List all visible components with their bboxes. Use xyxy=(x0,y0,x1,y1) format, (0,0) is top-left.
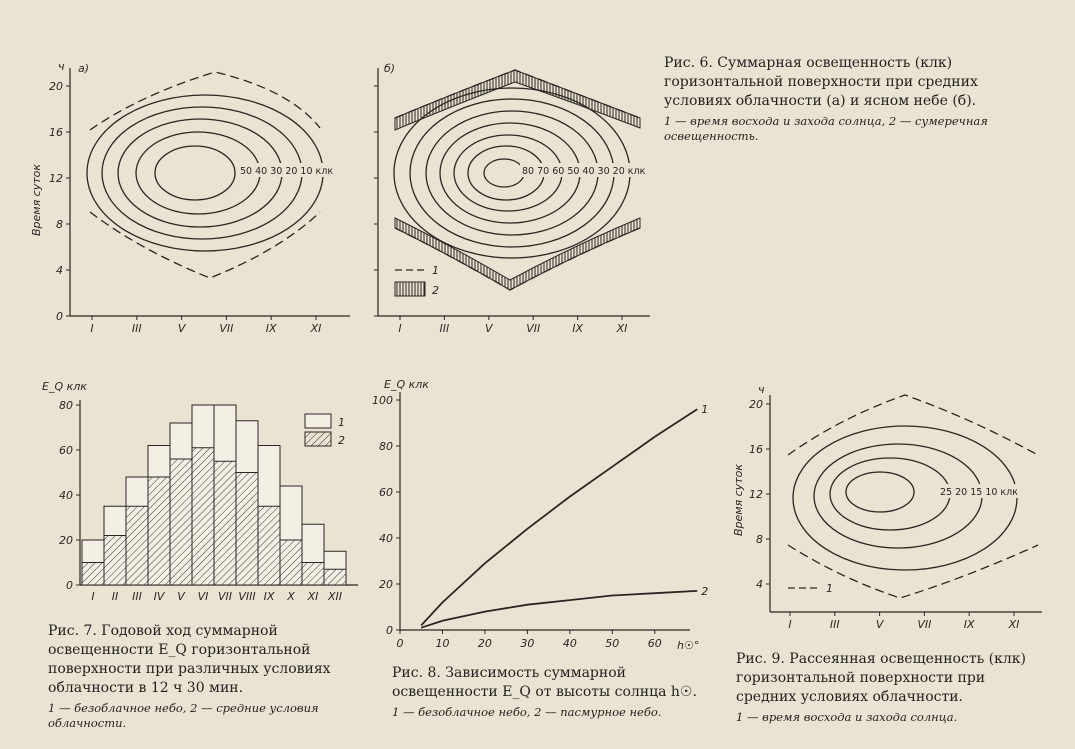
fig7-xtick-label: VIII xyxy=(238,590,256,603)
fig7-ytick-label: 40 xyxy=(59,489,73,502)
fig9-y-ticks xyxy=(749,398,770,591)
fig9-ytick-label: 8 xyxy=(756,533,763,546)
fig9-caption-block xyxy=(736,650,1036,725)
fig9-xtick-label: V xyxy=(875,618,884,631)
fig7-legend-1-swatch xyxy=(305,414,331,428)
fig6-caption-block xyxy=(664,54,1044,144)
fig8-ytick-label: 100 xyxy=(372,394,393,407)
fig7-xtick-label: III xyxy=(132,590,142,603)
fig8-series-2-line xyxy=(421,591,697,628)
fig7-ytick-label: 20 xyxy=(59,534,73,547)
fig7-bar-average-cloud xyxy=(148,477,170,585)
fig6b-xtick-label: XI xyxy=(616,322,628,335)
fig7-ytick-label: 60 xyxy=(59,444,73,457)
fig8-y-label: E_Q клк xyxy=(384,378,429,391)
fig8-note: 1 — безоблачное небо, 2 — пасмурное небо. xyxy=(392,705,662,719)
fig6b-xtick-label: III xyxy=(439,322,450,335)
fig6b-contour-80 xyxy=(484,159,524,187)
fig6b-xtick-label: VII xyxy=(526,322,541,335)
fig9-note: 1 — время восхода и захода солнца. xyxy=(736,710,958,724)
fig8-caption: Рис. 8. Зависимость суммарной освещенности E_Q от высоты солнца h☉. xyxy=(392,665,697,700)
fig7-bar-average-cloud xyxy=(324,569,346,585)
fig9-contour-25 xyxy=(846,472,914,512)
fig8-ytick-label: 80 xyxy=(379,440,393,453)
fig7-bar-average-cloud xyxy=(192,448,214,585)
fig6b-legend-2-label: 2 xyxy=(432,284,439,297)
fig6a-xtick-label: IX xyxy=(265,322,277,335)
fig7-legend-1-label: 1 xyxy=(338,416,345,429)
fig8-series-2-label: 2 xyxy=(701,584,709,598)
fig7-bar-average-cloud xyxy=(280,540,302,585)
fig8-y-ticks xyxy=(372,394,400,637)
fig6a-contour-50 xyxy=(155,146,235,200)
fig7-xtick-label: IV xyxy=(153,590,165,603)
fig6a-contour-labels: 50 40 30 20 10 клк xyxy=(240,166,334,177)
fig6a-ytick-label: 20 xyxy=(49,80,63,93)
fig6a-xtick-label: XI xyxy=(310,322,322,335)
fig9-sunset-curve xyxy=(788,395,1038,455)
fig7-caption-block xyxy=(48,622,358,731)
fig6a-xtick-label: V xyxy=(177,322,186,335)
fig7-y-label: E_Q клк xyxy=(42,380,87,393)
fig7-bar-average-cloud xyxy=(214,461,236,585)
fig6b-x-ticks xyxy=(398,316,627,335)
fig7-xtick-label: V xyxy=(177,590,185,603)
fig7-x-ticks xyxy=(91,590,342,603)
fig6a-sunset-curve xyxy=(90,72,320,130)
fig6b-chart xyxy=(374,62,650,335)
fig7-xtick-label: XII xyxy=(327,590,343,603)
fig9-xtick-label: IX xyxy=(963,618,975,631)
fig7-xtick-label: VI xyxy=(197,590,209,603)
fig6a-chart xyxy=(30,60,350,335)
fig7-legend-2-label: 2 xyxy=(338,434,345,447)
fig8-xtick-label: 10 xyxy=(435,637,450,650)
fig8-chart xyxy=(372,378,708,652)
fig6a-xtick-label: I xyxy=(90,322,94,335)
fig8-xtick-label: 30 xyxy=(520,637,535,650)
fig6a-ytick-label: 0 xyxy=(56,310,63,323)
fig9-xtick-label: VII xyxy=(917,618,932,631)
fig7-ytick-label: 0 xyxy=(66,579,73,592)
fig7-xtick-label: IX xyxy=(263,590,275,603)
fig7-bar-average-cloud xyxy=(258,506,280,585)
fig6a-panel-label: а) xyxy=(78,62,90,75)
fig7-bar-average-cloud xyxy=(236,473,258,586)
fig8-x-label: h☉° xyxy=(677,639,700,652)
fig6b-xtick-label: I xyxy=(398,322,402,335)
fig8-series-1-label: 1 xyxy=(701,403,709,417)
fig6a-ytick-label: 16 xyxy=(49,126,63,139)
fig7-ytick-label: 80 xyxy=(59,399,73,412)
fig9-legend-1-label: 1 xyxy=(826,582,833,595)
fig9-ytick-label: 12 xyxy=(749,488,763,501)
fig7-note: 1 — безоблачное небо, 2 — средние условия облачности. xyxy=(48,701,319,730)
fig8-ytick-label: 40 xyxy=(379,532,393,545)
fig6-caption: Рис. 6. Суммарная освещенность (клк) горизонтальной поверхности при средних условиях облачности (а) и ясном небе (б). xyxy=(664,55,978,109)
fig9-xtick-label: XI xyxy=(1008,618,1020,631)
fig6b-legend-2-swatch xyxy=(395,282,425,296)
fig8-ytick-label: 20 xyxy=(379,578,393,591)
fig7-xtick-label: VII xyxy=(217,590,233,603)
fig6b-panel-label: б) xyxy=(384,62,396,75)
fig7-bar-average-cloud xyxy=(302,563,324,586)
fig8-caption-block xyxy=(392,664,702,720)
fig6a-ytick-label: 8 xyxy=(56,218,63,231)
fig7-xtick-label: X xyxy=(287,590,295,603)
fig8-xtick-label: 60 xyxy=(647,637,662,650)
fig7-xtick-label: I xyxy=(91,590,95,603)
fig9-contour-labels: 25 20 15 10 клк xyxy=(940,487,1018,498)
fig7-bar-average-cloud xyxy=(104,536,126,586)
fig8-xtick-label: 20 xyxy=(477,637,492,650)
fig7-bar-average-cloud xyxy=(82,563,104,586)
fig6a-xtick-label: VII xyxy=(219,322,234,335)
fig9-ytick-label: 4 xyxy=(756,578,763,591)
fig7-legend-2-swatch xyxy=(305,432,331,446)
fig7-xtick-label: XI xyxy=(307,590,319,603)
fig8-series xyxy=(421,403,708,628)
fig7-chart xyxy=(42,380,358,603)
fig7-bar-average-cloud xyxy=(170,459,192,585)
fig8-ytick-label: 60 xyxy=(379,486,393,499)
fig9-contour-20 xyxy=(830,458,950,530)
fig6b-twilight-band-evening xyxy=(395,70,640,130)
fig6b-xtick-label: IX xyxy=(572,322,583,335)
fig6a-xtick-label: III xyxy=(131,322,142,335)
fig6b-twilight-band-morning xyxy=(395,218,640,290)
fig6a-y-unit: ч xyxy=(58,60,65,73)
fig6a-ytick-label: 4 xyxy=(56,264,63,277)
fig9-ytick-label: 16 xyxy=(749,443,763,456)
fig9-chart xyxy=(732,383,1042,631)
fig9-y-unit: ч xyxy=(758,383,765,396)
fig6b-legend-1-label: 1 xyxy=(432,264,439,277)
fig8-ytick-label: 0 xyxy=(386,624,393,637)
fig6a-ytick-label: 12 xyxy=(49,172,63,185)
fig6-note: 1 — время восхода и захода солнца, 2 — сумеречная освещенность. xyxy=(664,114,988,143)
fig6a-sunrise-curve xyxy=(90,212,320,278)
fig8-xtick-label: 0 xyxy=(396,637,404,650)
fig7-bar-average-cloud xyxy=(126,506,148,585)
fig9-xtick-label: III xyxy=(829,618,840,631)
fig8-xtick-label: 50 xyxy=(605,637,620,650)
fig7-caption: Рис. 7. Годовой ход суммарной освещенности E_Q горизонтальной поверхности при различных условиях облачности в 12 ч 30 мин. xyxy=(48,623,331,696)
fig6b-xtick-label: V xyxy=(485,322,493,335)
fig7-xtick-label: II xyxy=(111,590,119,603)
fig6b-contour-labels: 80 70 60 50 40 30 20 клк xyxy=(522,166,646,177)
fig9-x-ticks xyxy=(788,612,1019,631)
fig9-xtick-label: I xyxy=(788,618,792,631)
fig9-ytick-label: 20 xyxy=(749,398,763,411)
fig6a-y-label: Время суток xyxy=(30,163,43,237)
fig7-y-ticks xyxy=(59,399,80,592)
fig8-x-ticks xyxy=(397,630,662,650)
fig9-caption: Рис. 9. Рассеянная освещенность (клк) горизонтальной поверхности при средних условиях облачности. xyxy=(736,651,1026,705)
fig9-y-label: Время суток xyxy=(732,463,745,537)
fig8-xtick-label: 40 xyxy=(562,637,577,650)
fig6a-y-ticks xyxy=(49,80,70,323)
fig6a-x-ticks xyxy=(90,316,321,335)
